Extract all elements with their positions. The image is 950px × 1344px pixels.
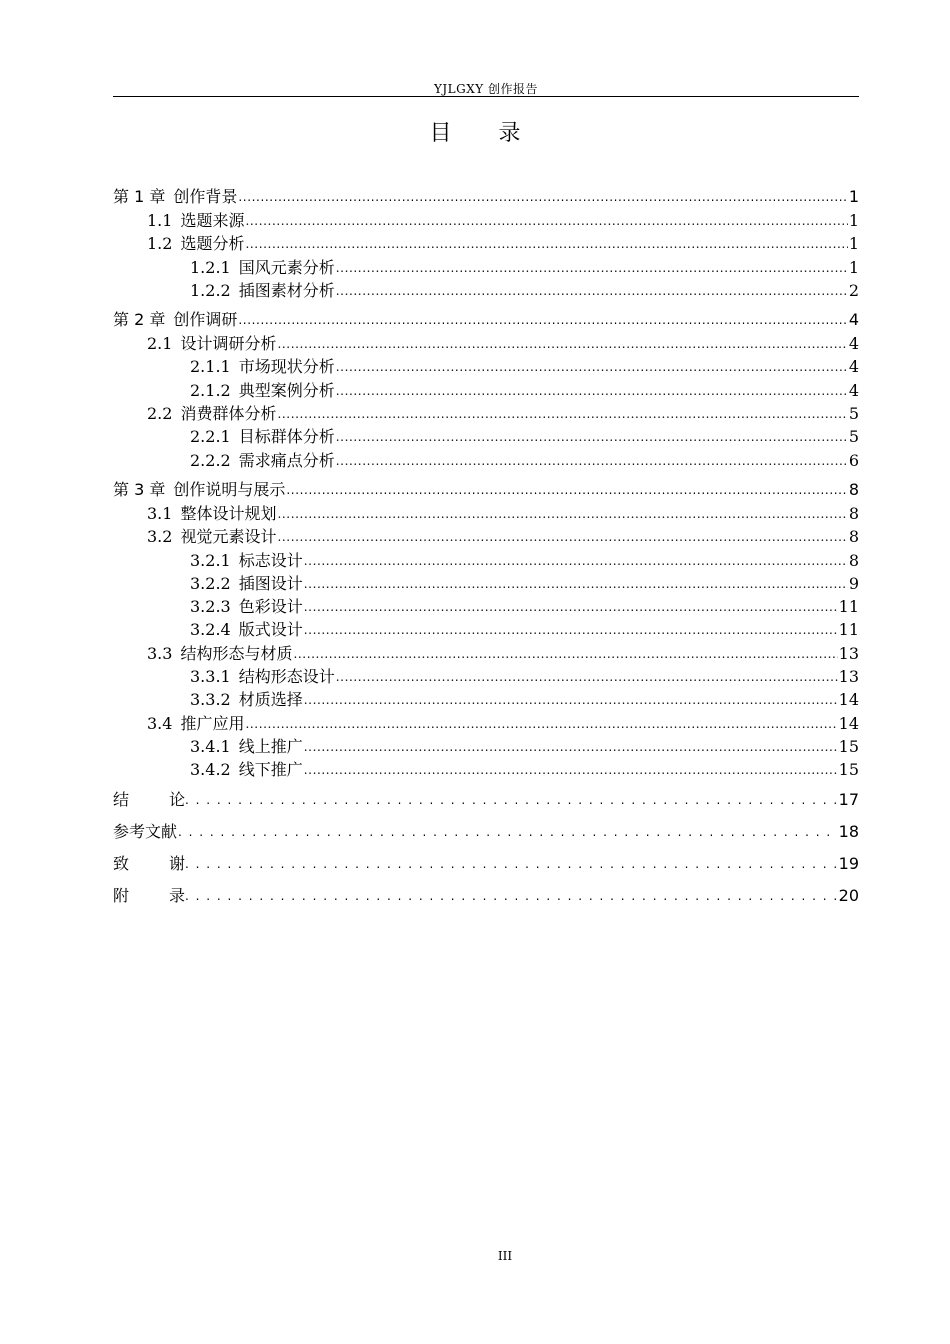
toc-entry-page: 4 xyxy=(848,380,859,400)
toc-back-matter-entry[interactable] xyxy=(113,848,859,880)
toc-entry-label: 推广应用 xyxy=(180,713,245,733)
toc-entry-page: 8 xyxy=(848,527,859,547)
toc-entry-label: 设计调研分析 xyxy=(180,334,277,354)
toc-entry-number: 2.2.1 xyxy=(190,427,231,447)
toc-entry-level-1[interactable] xyxy=(113,477,859,502)
toc-entry-page: 8 xyxy=(848,479,859,499)
toc-title: 目 录 xyxy=(429,121,541,146)
toc-entry-number: 3.4 xyxy=(147,713,173,733)
toc-entry-label: 国风元素分析 xyxy=(238,257,335,277)
dot-leader xyxy=(336,378,848,403)
toc-entry-number: 1.2 xyxy=(147,234,173,254)
toc-entry-number: 1.2.2 xyxy=(190,280,231,300)
toc-entry-page: 2 xyxy=(848,280,859,300)
toc-entry-number: 2.1.1 xyxy=(190,357,231,377)
toc-entry-level-3[interactable] xyxy=(113,355,859,378)
dot-leader xyxy=(336,255,848,280)
toc-entry-page: 9 xyxy=(848,573,859,593)
dot-leader xyxy=(178,815,838,848)
dot-leader xyxy=(238,306,847,333)
toc-entry-page: 11 xyxy=(838,597,859,617)
dot-leader xyxy=(277,401,847,426)
header-rule xyxy=(113,96,859,97)
toc-entry-number: 3.2.3 xyxy=(190,597,231,617)
toc-entry-page: 4 xyxy=(848,310,859,330)
dot-leader xyxy=(245,711,837,736)
toc-entry-page: 8 xyxy=(848,550,859,570)
dot-leader xyxy=(185,847,838,880)
dot-leader xyxy=(286,476,847,503)
table-of-contents xyxy=(113,184,859,912)
dot-leader xyxy=(304,594,838,619)
toc-entry-label: 线上推广 xyxy=(238,736,303,756)
toc-entry-label: 标志设计 xyxy=(238,550,303,570)
dot-leader xyxy=(304,734,838,759)
toc-entry-page: 1 xyxy=(848,234,859,254)
toc-entry-number: 3.3.2 xyxy=(190,690,231,710)
toc-entry-label: 色彩设计 xyxy=(238,597,303,617)
dot-leader xyxy=(304,687,838,712)
toc-entry-level-3[interactable] xyxy=(113,549,859,572)
dot-leader xyxy=(277,501,847,526)
toc-entry-label: 创作说明与展示 xyxy=(173,479,286,499)
toc-entry-number: 3.2.1 xyxy=(190,550,231,570)
toc-entry-label: 结构形态设计 xyxy=(238,667,335,687)
toc-entry-number: 3.3 xyxy=(147,643,173,663)
toc-entry-label: 结论 xyxy=(113,789,226,809)
toc-entry-label: 选题来源 xyxy=(180,211,245,230)
toc-entry-page: 18 xyxy=(838,821,859,841)
toc-entry-page: 1 xyxy=(848,257,859,277)
toc-entry-page: 14 xyxy=(838,713,859,733)
toc-entry-page: 6 xyxy=(848,450,859,470)
toc-entry-level-1[interactable] xyxy=(113,307,859,332)
toc-entry-number: 1.1 xyxy=(147,211,173,230)
toc-entry-level-3[interactable] xyxy=(113,572,859,595)
toc-entry-label: 消费群体分析 xyxy=(180,404,277,424)
toc-entry-page: 5 xyxy=(848,427,859,447)
running-header: YJLGXY 创作报告 xyxy=(433,82,539,96)
toc-entry-label: 目标群体分析 xyxy=(238,427,335,447)
toc-entry-number: 3.2.4 xyxy=(190,620,231,640)
toc-entry-label: 附录 xyxy=(113,885,226,905)
toc-entry-number: 3.4.2 xyxy=(190,760,231,780)
toc-entry-page: 5 xyxy=(848,404,859,424)
toc-entry-level-2[interactable] xyxy=(113,502,859,525)
toc-entry-level-3[interactable] xyxy=(113,449,859,472)
toc-entry-label: 视觉元素设计 xyxy=(180,527,277,547)
dot-leader xyxy=(185,879,838,912)
dot-leader xyxy=(293,641,837,666)
toc-entry-level-2[interactable] xyxy=(113,712,859,735)
toc-entry-page: 1 xyxy=(848,187,859,206)
toc-entry-number: 2.1 xyxy=(147,334,173,354)
toc-entry-label: 插图设计 xyxy=(238,573,303,593)
dot-leader xyxy=(304,571,848,596)
dot-leader xyxy=(277,331,847,356)
dot-leader xyxy=(336,278,848,303)
toc-back-matter-entry[interactable] xyxy=(113,816,859,848)
toc-entry-page: 15 xyxy=(838,760,859,780)
toc-entry-page: 1 xyxy=(848,211,859,230)
toc-entry-level-1[interactable] xyxy=(113,184,859,209)
toc-back-matter-entry[interactable] xyxy=(113,880,859,912)
toc-entry-page: 19 xyxy=(838,853,859,873)
toc-entry-label: 市场现状分析 xyxy=(238,357,335,377)
dot-leader xyxy=(277,524,847,549)
toc-entry-label: 版式设计 xyxy=(238,620,303,640)
toc-entry-number: 3.4.1 xyxy=(190,736,231,756)
toc-entry-number: 2.2.2 xyxy=(190,450,231,470)
toc-entry-page: 8 xyxy=(848,503,859,523)
toc-entry-label: 典型案例分析 xyxy=(238,380,335,400)
toc-entry-label: 选题分析 xyxy=(180,234,245,254)
dot-leader xyxy=(245,231,847,256)
dot-leader xyxy=(336,664,838,689)
toc-entry-number: 3.2 xyxy=(147,527,173,547)
dot-leader xyxy=(304,617,838,642)
toc-entry-number: 第 3 章 xyxy=(113,479,166,499)
toc-entry-level-3[interactable] xyxy=(113,665,859,688)
dot-leader xyxy=(238,183,847,210)
toc-entry-page: 13 xyxy=(838,667,859,687)
toc-entry-number: 第 2 章 xyxy=(113,310,166,330)
toc-entry-level-2[interactable] xyxy=(113,332,859,355)
toc-entry-number: 第 1 章 xyxy=(113,187,166,206)
toc-entry-level-3[interactable] xyxy=(113,758,859,781)
toc-entry-label: 需求痛点分析 xyxy=(238,450,335,470)
dot-leader xyxy=(336,424,848,449)
dot-leader xyxy=(304,548,848,573)
toc-entry-label: 材质选择 xyxy=(238,690,303,710)
toc-entry-level-2[interactable] xyxy=(113,642,859,665)
toc-entry-label: 整体设计规划 xyxy=(180,503,277,523)
toc-entry-level-3[interactable] xyxy=(113,618,859,641)
toc-entry-label: 参考文献 xyxy=(113,821,178,841)
toc-entry-page: 11 xyxy=(838,620,859,640)
toc-entry-number: 3.2.2 xyxy=(190,573,231,593)
toc-entry-number: 1.2.1 xyxy=(190,257,231,277)
toc-entry-number: 3.3.1 xyxy=(190,667,231,687)
toc-entry-page: 15 xyxy=(838,736,859,756)
page-number: III xyxy=(497,1249,513,1263)
toc-entry-number: 2.2 xyxy=(147,404,173,424)
toc-entry-page: 14 xyxy=(838,690,859,710)
toc-entry-label: 结构形态与材质 xyxy=(180,643,293,663)
toc-entry-level-3[interactable] xyxy=(113,279,859,302)
toc-entry-level-3[interactable] xyxy=(113,735,859,758)
toc-entry-page: 4 xyxy=(848,334,859,354)
toc-entry-level-3[interactable] xyxy=(113,256,859,279)
toc-entry-level-2[interactable] xyxy=(113,402,859,425)
toc-entry-label: 线下推广 xyxy=(238,760,303,780)
toc-entry-level-3[interactable] xyxy=(113,379,859,402)
toc-entry-level-2[interactable] xyxy=(113,525,859,548)
toc-entry-level-3[interactable] xyxy=(113,425,859,448)
toc-entry-label: 致谢 xyxy=(113,853,226,873)
dot-leader xyxy=(304,757,838,782)
toc-entry-level-2[interactable] xyxy=(113,232,859,255)
toc-entry-level-3[interactable] xyxy=(113,595,859,618)
toc-entry-label: 创作调研 xyxy=(173,310,238,330)
toc-back-matter-entry[interactable] xyxy=(113,784,859,816)
toc-entry-page: 4 xyxy=(848,357,859,377)
dot-leader xyxy=(336,354,848,379)
toc-entry-label: 创作背景 xyxy=(173,187,238,206)
toc-entry-label: 插图素材分析 xyxy=(238,280,335,300)
toc-entry-page: 17 xyxy=(838,789,859,809)
dot-leader xyxy=(336,448,848,473)
toc-entry-number: 2.1.2 xyxy=(190,380,231,400)
dot-leader xyxy=(185,783,838,816)
toc-entry-page: 13 xyxy=(838,643,859,663)
toc-entry-level-2[interactable] xyxy=(113,209,859,232)
toc-entry-page: 20 xyxy=(838,885,859,905)
toc-entry-level-3[interactable] xyxy=(113,688,859,711)
toc-entry-number: 3.1 xyxy=(147,503,173,523)
dot-leader xyxy=(245,208,847,233)
